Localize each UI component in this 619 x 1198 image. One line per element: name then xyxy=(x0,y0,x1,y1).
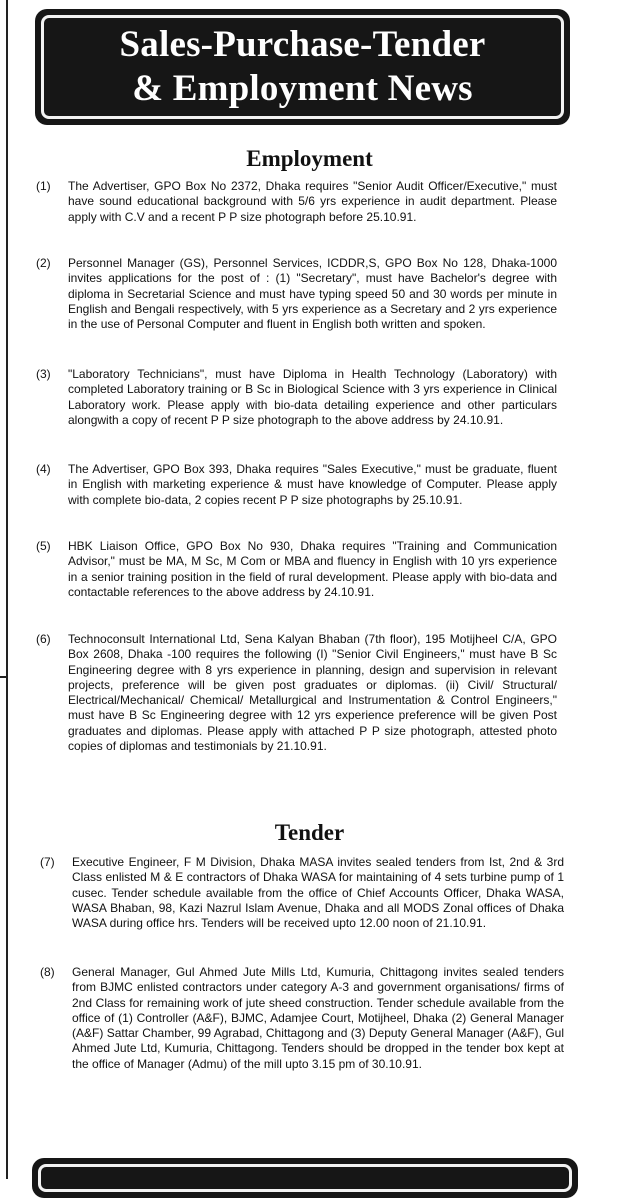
item-text: Technoconsult International Ltd, Sena Kalyan Bhaban (7th floor), 195 Motijheel C/A, GPO Box 2608, Dhaka -100 requires the following (I) "Senior Civil Engineers," must have B Sc Engineering degree with 8 yrs experience in planning, design and supervision in relevant projects, preference will be given post graduates or diplomas. (ii) Civil/ Structural/ Electrical/Mechanical/ Chemical/ Metallurgical and Instrumentation & Control Engineers," must have B Sc Engineering degree with 12 yrs experience preference will be given Post graduates and diplomas. Please apply with attached P P size photograph, attested photo copies of diplomas and testimonials by 21.10.91. xyxy=(68,632,557,754)
masthead-title-line1: Sales-Purchase-Tender xyxy=(119,24,486,65)
item-text: General Manager, Gul Ahmed Jute Mills Ltd, Kumuria, Chittagong invites sealed tenders from BJMC enlisted contractors under category A-3 and government organisations/ firms of 2nd Class for remaining work of jute sheed construction. Tender schedule available from the office of (1) Controller (A&F), BJMC, Adamjee Court, Motijheel, Dhaka (2) General Manager (A&F) Sattar Chamber, 99 Agrabad, Chittagong and (3) Deputy General Manager (A&F), Gul Ahmed Jute Ltd, Kumuria, Chittagong. Tenders should be dropped in the tender box kept at the office of Manager (Admu) of the mill upto 3.15 pm of 30.10.91. xyxy=(72,965,564,1071)
tender-item-8 xyxy=(38,965,564,1072)
masthead-banner xyxy=(35,9,570,125)
item-number: (7) xyxy=(40,855,55,869)
item-number: (3) xyxy=(36,367,51,381)
item-text: The Advertiser, GPO Box 393, Dhaka requires "Sales Executive," must be graduate, fluent in English with marketing experience & must have knowledge of Computer. Please apply with complete bio-data, 2 copies recent P P size photographs by 25.10.91. xyxy=(68,462,557,507)
employment-item-2 xyxy=(34,256,557,332)
item-number: (8) xyxy=(40,965,55,979)
employment-item-4 xyxy=(34,462,557,508)
employment-item-3 xyxy=(34,367,557,428)
next-section-banner xyxy=(32,1158,578,1198)
column-rule xyxy=(6,0,8,1179)
item-number: (2) xyxy=(36,256,51,270)
masthead-title-line2: & Employment News xyxy=(132,68,473,109)
masthead-frame xyxy=(41,15,564,119)
item-number: (4) xyxy=(36,462,51,476)
employment-item-1 xyxy=(34,179,557,225)
employment-item-5 xyxy=(34,539,557,600)
item-text: HBK Liaison Office, GPO Box No 930, Dhaka requires "Training and Communication Advisor," must be MA, M Sc, M Com or MBA and fluency in English with 10 yrs experience in a senior training position in the field of rural development. Please apply with bio-data and contactable references to the above address by 24.10.91. xyxy=(68,539,557,599)
item-number: (5) xyxy=(36,539,51,553)
tender-item-7 xyxy=(38,855,564,931)
item-text: "Laboratory Technicians", must have Diploma in Health Technology (Laboratory) with completed Laboratory training or B Sc in Biological Science with 3 yrs experience in Clinical Laboratory work. Please apply with bio-data detailing experience and other particulars alongwith a copy of recent P P size photograph to the above address by 24.10.91. xyxy=(68,367,557,427)
item-text: The Advertiser, GPO Box No 2372, Dhaka requires "Senior Audit Officer/Executive," must have sound educational background with 5/6 yrs experience in audit department. Please apply with C.V and a recent P P size photograph before 25.10.91. xyxy=(68,179,557,224)
column-rule-tick xyxy=(0,676,8,678)
item-number: (6) xyxy=(36,632,51,646)
employment-item-6 xyxy=(34,632,557,754)
item-number: (1) xyxy=(36,179,51,193)
employment-heading: Employment xyxy=(246,146,373,171)
tender-heading: Tender xyxy=(274,820,345,845)
item-text: Executive Engineer, F M Division, Dhaka MASA invites sealed tenders from Ist, 2nd & 3rd Class enlisted M & E contractors of Dhaka WASA for maintaining of 4 sets turbine pump of 1 cusec. Tender schedule available from the office of Chief Accounts Officer, Dhaka WASA, WASA Bhaban, 98, Kazi Nazrul Islam Avenue, Dhaka and all MODS Zonal offices of Dhaka WASA during office hrs. Tenders will be received upto 12.00 noon of 21.10.91. xyxy=(72,855,564,931)
item-text: Personnel Manager (GS), Personnel Services, ICDDR,S, GPO Box No 128, Dhaka-1000 invites applications for the post of : (1) "Secretary", must have Bachelor's degree with diploma in Secretarial Science and must have typing speed 50 and 30 words per minute in English and Bengali respectively, with 5 yrs experience as a Secretary and 2 yrs experience in the use of Personal Computer and fluent in English both written and spoken. xyxy=(68,256,557,332)
next-section-frame xyxy=(38,1164,572,1192)
